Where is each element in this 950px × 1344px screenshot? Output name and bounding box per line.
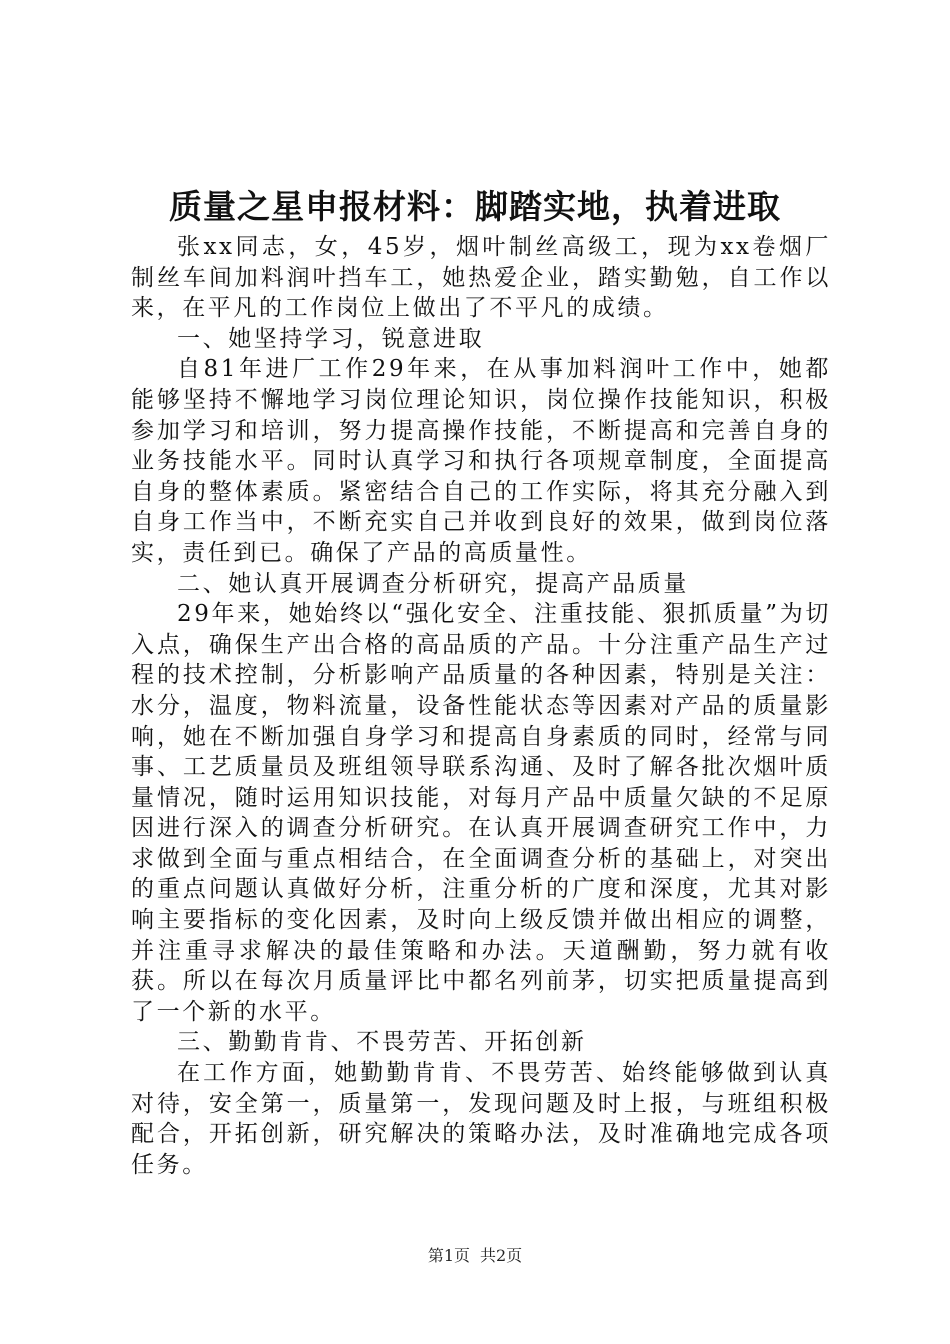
section-paragraph-1: 自81年进厂工作29年来，在从事加料润叶工作中，她都能够坚持不懈地学习岗位理论知识，岗位操作技能知识，积极参加学习和培训，努力提高操作技能，不断提高和完善自身的业务技能水平。同时认真学习和执行各项规章制度，全面提高自身的整体素质。紧密结合自己的工作实际，将其充分融入到自身工作当中，不断充实自己并收到良好的效果，做到岗位落实，责任到已。确保了产品的高质量性。 [131, 356, 831, 566]
page-footer [0, 1245, 950, 1267]
document-body [131, 232, 831, 1180]
intro-paragraph: 张xx同志，女，45岁，烟叶制丝高级工，现为xx卷烟厂制丝车间加料润叶挡车工，她热爱企业，踏实勤勉，自工作以来，在平凡的工作岗位上做出了不平凡的成绩。 [131, 234, 831, 322]
page-total: 共2页 [480, 1246, 523, 1265]
section-paragraph-3: 在工作方面，她勤勤肯肯、不畏劳苦、始终能够做到认真对待，安全第一，质量第一，发现问题及时上报，与班组积极配合，开拓创新，研究解决的策略办法，及时准确地完成各项任务。 [131, 1060, 831, 1178]
page-number: 第1页 [427, 1246, 470, 1265]
section-paragraph-2: 29年来，她始终以“强化安全、注重技能、狠抓质量”为切入点，确保生产出合格的高品质的产品。十分注重产品生产过程的技术控制，分析影响产品质量的各种因素，特别是关注：水分，温度，物料流量，设备性能状态等因素对产品的质量影响，她在不断加强自身学习和提高自身素质的同时，经常与同事、工艺质量员及班组领导联系沟通、及时了解各批次烟叶质量情况，随时运用知识技能，对每月产品中质量欠缺的不足原因进行深入的调查分析研究。在认真开展调查研究工作中，力求做到全面与重点相结合，在全面调查分析的基础上，对突出的重点问题认真做好分析，注重分析的广度和深度，尤其对影响主要指标的变化因素，及时向上级反馈并做出相应的调整，并注重寻求解决的最佳策略和办法。天道酬勤，努力就有收获。所以在每次月质量评比中都名列前茅，切实把质量提高到了一个新的水平。 [131, 601, 831, 1025]
section-heading-1: 一、她坚持学习，锐意进取 [177, 325, 485, 352]
document-title: 质量之星申报材料：脚踏实地，执着进取 [169, 187, 781, 226]
section-heading-3: 三、勤勤肯肯、不畏劳苦、开拓创新 [177, 1029, 587, 1056]
section-heading-2: 二、她认真开展调查分析研究，提高产品质量 [177, 570, 689, 597]
